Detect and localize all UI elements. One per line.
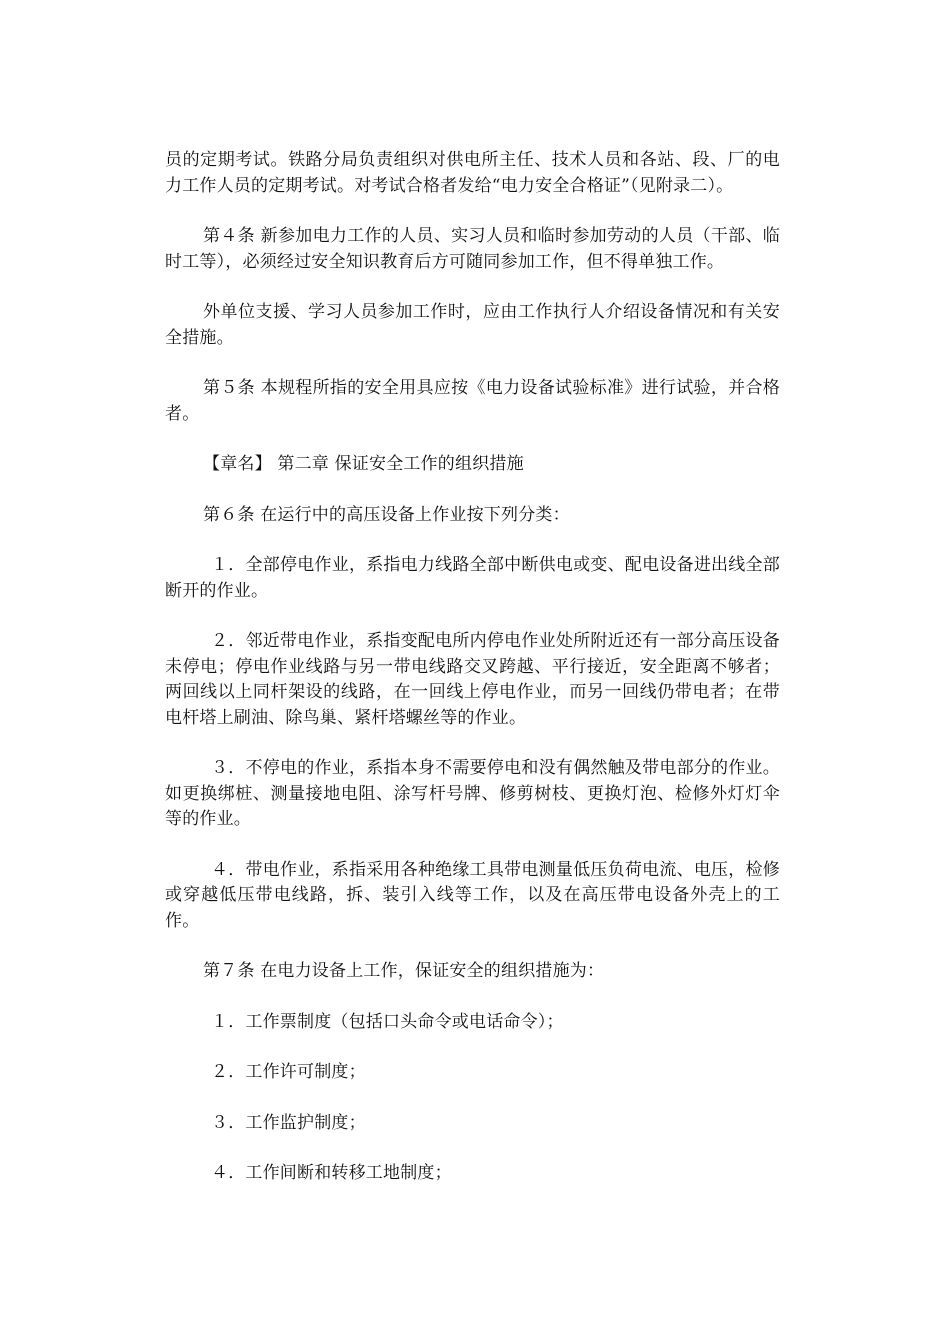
paragraph-article-6: 第６条 在运行中的高压设备上作业按下列分类： xyxy=(203,504,570,525)
list-item-no-outage: ３．不停电的作业，系指本身不需要停电和没有偶然触及带电部分的作业。如更换绑桩、测量接地电阻、涂写杆号牌、修剪树枝、更换灯泡、检修外灯灯伞等的作业。 xyxy=(165,758,780,829)
document-body xyxy=(165,148,780,1212)
list-item-work-permit: ２．工作许可制度； xyxy=(211,1062,366,1082)
paragraph-article-4: 第４条 新参加电力工作的人员、实习人员和临时参加劳动的人员（干部、临时工等），必须经过安全知识教育后方可随同参加工作，但不得单独工作。 xyxy=(165,226,780,272)
chapter-heading: 【章名】 第二章 保证安全工作的组织措施 xyxy=(203,454,524,474)
paragraph-exam-continuation: 员的定期考试。铁路分局负责组织对供电所主任、技术人员和各站、段、厂的电力工作人员的定期考试。对考试合格者发给“电力安全合格证”（见附录二）。 xyxy=(165,150,780,196)
list-item-full-outage: １．全部停电作业，系指电力线路全部中断供电或变、配电设备进出线全部断开的作业。 xyxy=(165,555,780,601)
list-item-live-work: ４．带电作业，系指采用各种绝缘工具带电测量低压负荷电流、电压，检修或穿越低压带电线路，拆、装引入线等工作，以及在高压带电设备外壳上的工作。 xyxy=(165,859,780,931)
paragraph-external-support: 外单位支援、学习人员参加工作时，应由工作执行人介绍设备情况和有关安全措施。 xyxy=(165,302,780,348)
list-item-work-supervision: ３．工作监护制度； xyxy=(211,1112,366,1133)
list-item-work-interruption: ４．工作间断和转移工地制度； xyxy=(211,1163,452,1183)
paragraph-article-7: 第７条 在电力设备上工作，保证安全的组织措施为： xyxy=(203,961,605,981)
list-item-work-ticket: １．工作票制度（包括口头命令或电话命令）； xyxy=(211,1011,564,1032)
paragraph-article-5: 第５条 本规程所指的安全用具应按《电力设备试验标准》进行试验，并合格者。 xyxy=(165,378,780,424)
list-item-adjacent-live: ２．邻近带电作业，系指变配电所内停电作业处所附近还有一部分高压设备未停电；停电作业线路与另一带电线路交叉跨越、平行接近，安全距离不够者；两回线以上同杆架设的线路，在一回线上停电作业，而另一回线仍带电者；在带电杆塔上刷油、除鸟巢、紧杆塔螺丝等的作业。 xyxy=(165,631,780,728)
